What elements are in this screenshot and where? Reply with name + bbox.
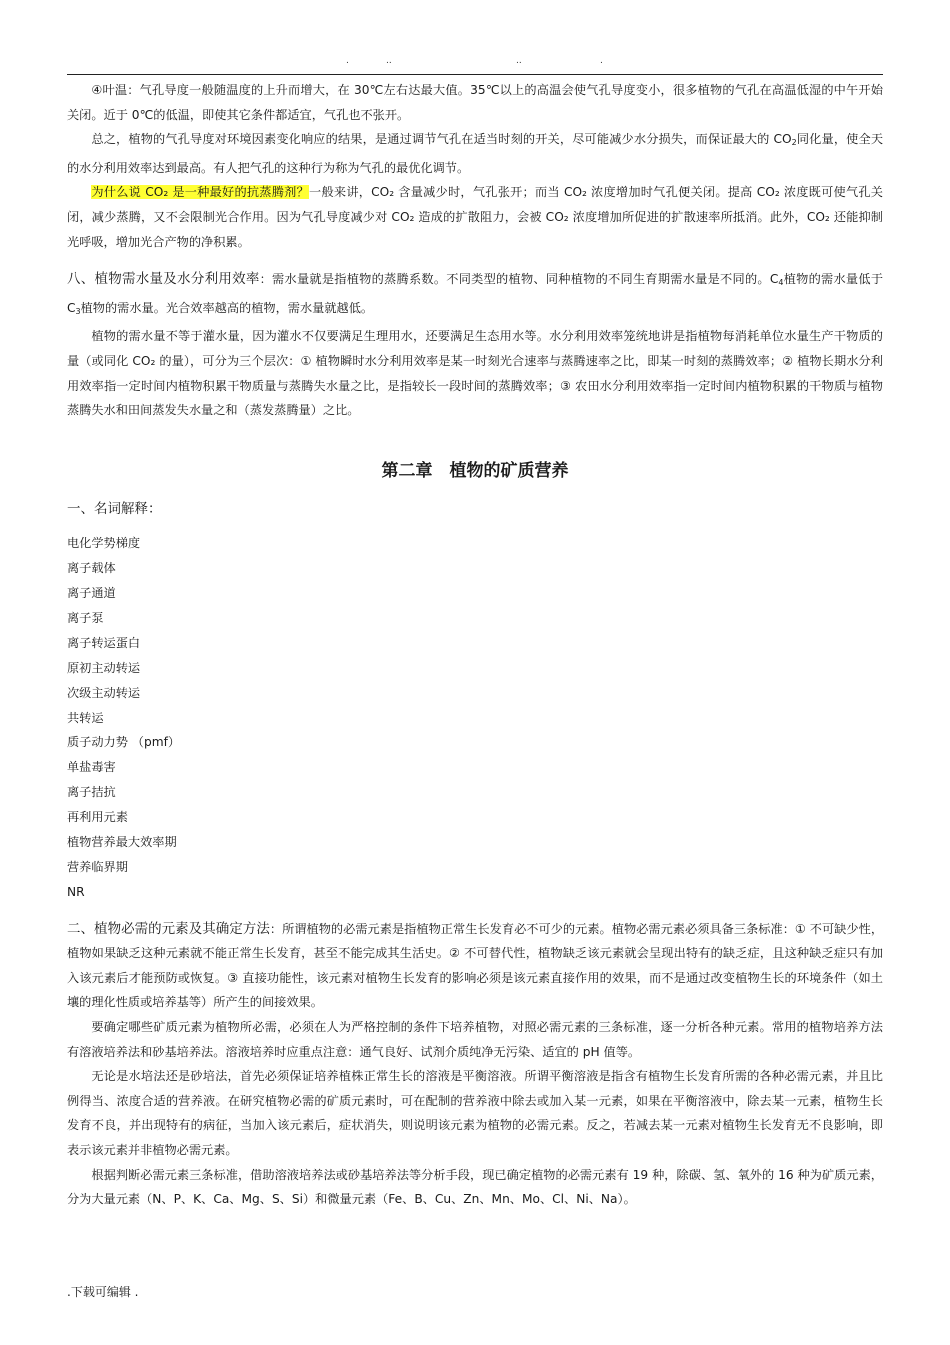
glossary-term: 离子通道 (67, 586, 116, 601)
section-8: 八、植物需水量及水分利用效率：需水量就是指植物的蒸腾系数。不同类型的植物、同种植物的不同生育期需水量是不同的。$C_4$植物的需水量低于 $C_3$植物的需水量。光合效率越高的植物，需水量就越低。 (67, 271, 884, 316)
header-mark: .. (516, 56, 522, 66)
chapter-title: 第二章 植物的矿质营养 (381, 460, 569, 481)
highlighted-question: 为什么说 CO₂ 是一种最好的抗蒸腾剂？ (91, 185, 310, 200)
glossary-term: 单盐毒害 (67, 760, 116, 775)
header-mark: . (346, 56, 349, 66)
glossary-term: 离子泵 (67, 610, 104, 625)
glossary-term: 再利用元素 (67, 810, 128, 825)
glossary-term: NR (67, 884, 85, 899)
glossary-term: 离子转运蛋白 (67, 635, 141, 650)
glossary-heading: 一、名词解释： (67, 500, 162, 517)
paragraph-co2-antitranspirant: 为什么说 CO₂ 是一种最好的抗蒸腾剂？一般来讲，CO₂ 含量减少时，气孔张开；而当 CO₂ 浓度增加时气孔便关闭。提高 CO₂ 浓度既可使气孔关闭，减少蒸腾，又不会限制光合作用。因为气孔导度减少对 CO₂ 造成的扩散阻力，会被 CO₂ 浓度增加所促进的扩散速率所抵消。此外，CO₂ 还能抑制光呼吸，增加光合产物的净积累。 (67, 185, 883, 249)
glossary-term: 质子动力势 （pmf） (67, 735, 181, 750)
glossary-term: 营养临界期 (67, 859, 128, 874)
section-2-essential-elements: 二、植物必需的元素及其确定方法：所谓植物的必需元素是指植物正常生长发育必不可少的元素。植物必需元素必须具备三条标准：① 不可缺少性，植物如果缺乏这种元素就不能正常生长发育，甚至不能完成其生活史。② 不可替代性，植物缺乏该元素就会呈现出特有的缺乏症，且这种缺乏症只有加入该元素后才能预防或恢复。③ 直接功能性，该元素对植物生长发育的影响必须是该元素直接作用的效果，而不是通过改变植物生长的环境条件（如土壤的理化性质或培养基等）所产生的间接效果。 (67, 920, 883, 1010)
glossary-term: 原初主动转运 (67, 660, 141, 675)
paragraph-water-use-efficiency: 植物的需水量不等于灌水量，因为灌水不仅要满足生理用水，还要满足生态用水等。水分利用效率笼统地讲是指植物每消耗单位水量生产干物质的量（或同化 CO₂ 的量），可分为三个层次：① 植物瞬时水分利用效率是某一时刻光合速率与蒸腾速率之比，即某一时刻的蒸腾效率；② 植物长期水分利用效率指一定时间内植物积累干物质量与蒸腾失水量之比，是指较长一段时间的蒸腾效率；③ 农田水分利用效率指一定时间内植物积累的干物质与植物蒸腾失水和田间蒸发失水量之和（蒸发蒸腾量）之比。 (67, 329, 883, 418)
paragraph-leaf-temperature: ④叶温：气孔导度一般随温度的上升而增大，在 30℃左右达最大值。35℃以上的高温会使气孔导度变小，很多植物的气孔在高温低湿的中午开始关闭。近于 0℃的低温，即使其它条件都适宜，气孔也不张开。 (67, 83, 883, 122)
paragraph-summary: 总之，植物的气孔导度对环境因素变化响应的结果，是通过调节气孔在适当时刻的开关，尽可能减少水分损失，而保证最大的 $CO_2$同化量，使全天的水分利用效率达到最高。有人把气孔的这种行为称为气孔的最优化调节。 (67, 132, 884, 175)
paragraph-culture-methods: 要确定哪些矿质元素为植物所必需，必须在人为严格控制的条件下培养植物，对照必需元素的三条标准，逐一分析各种元素。常用的植物培养方法有溶液培养法和砂基培养法。溶液培养时应重点注意：通气良好、试剂介质纯净无污染、适宜的 pH 值等。 (67, 1020, 883, 1059)
section-2-title: 二、植物必需的元素及其确定方法 (67, 920, 270, 937)
glossary-term: 植物营养最大效率期 (67, 835, 177, 849)
header-rule (67, 74, 883, 75)
glossary-term: 共转运 (67, 710, 104, 725)
page-footer: .下载可编辑 . (67, 1285, 139, 1299)
glossary-term-list (67, 531, 883, 904)
header-mark: . (600, 56, 603, 66)
section-8-title: 八、植物需水量及水分利用效率 (67, 271, 260, 288)
glossary-term: 电化学势梯度 (67, 536, 141, 551)
paragraph-element-classes: 根据判断必需元素三条标准，借助溶液培养法或砂基培养法等分析手段，现已确定植物的必需元素有 19 种，除碳、氢、氧外的 16 种为矿质元素，分为大量元素（N、P、K、Ca、Mg、S、Si）和微量元素（Fe、B、Cu、Zn、Mn、Mo、Cl、Ni、Na）。 (67, 1167, 883, 1207)
paragraph-balanced-solution: 无论是水培法还是砂培法，首先必须保证培养植株正常生长的溶液是平衡溶液。所谓平衡溶液是指含有植物生长发育所需的各种必需元素，并且比例得当、浓度合适的营养液。在研究植物必需的矿质元素时，可在配制的营养液中除去或加入某一元素，如果在平衡溶液中，除去某一元素，植物生长发育不良，并出现特有的病征，当加入该元素后，症状消失，则说明该元素为植物的必需元素。反之，若减去某一元素对植物生长发育无不良影响，即表示该元素并非植物必需元素。 (67, 1069, 883, 1158)
glossary-term: 离子拮抗 (67, 785, 116, 800)
glossary-term: 次级主动转运 (67, 685, 141, 700)
page-header (68, 56, 883, 70)
header-mark: .. (386, 56, 392, 66)
glossary-term: 离子载体 (67, 561, 116, 576)
page-body (67, 78, 883, 1212)
